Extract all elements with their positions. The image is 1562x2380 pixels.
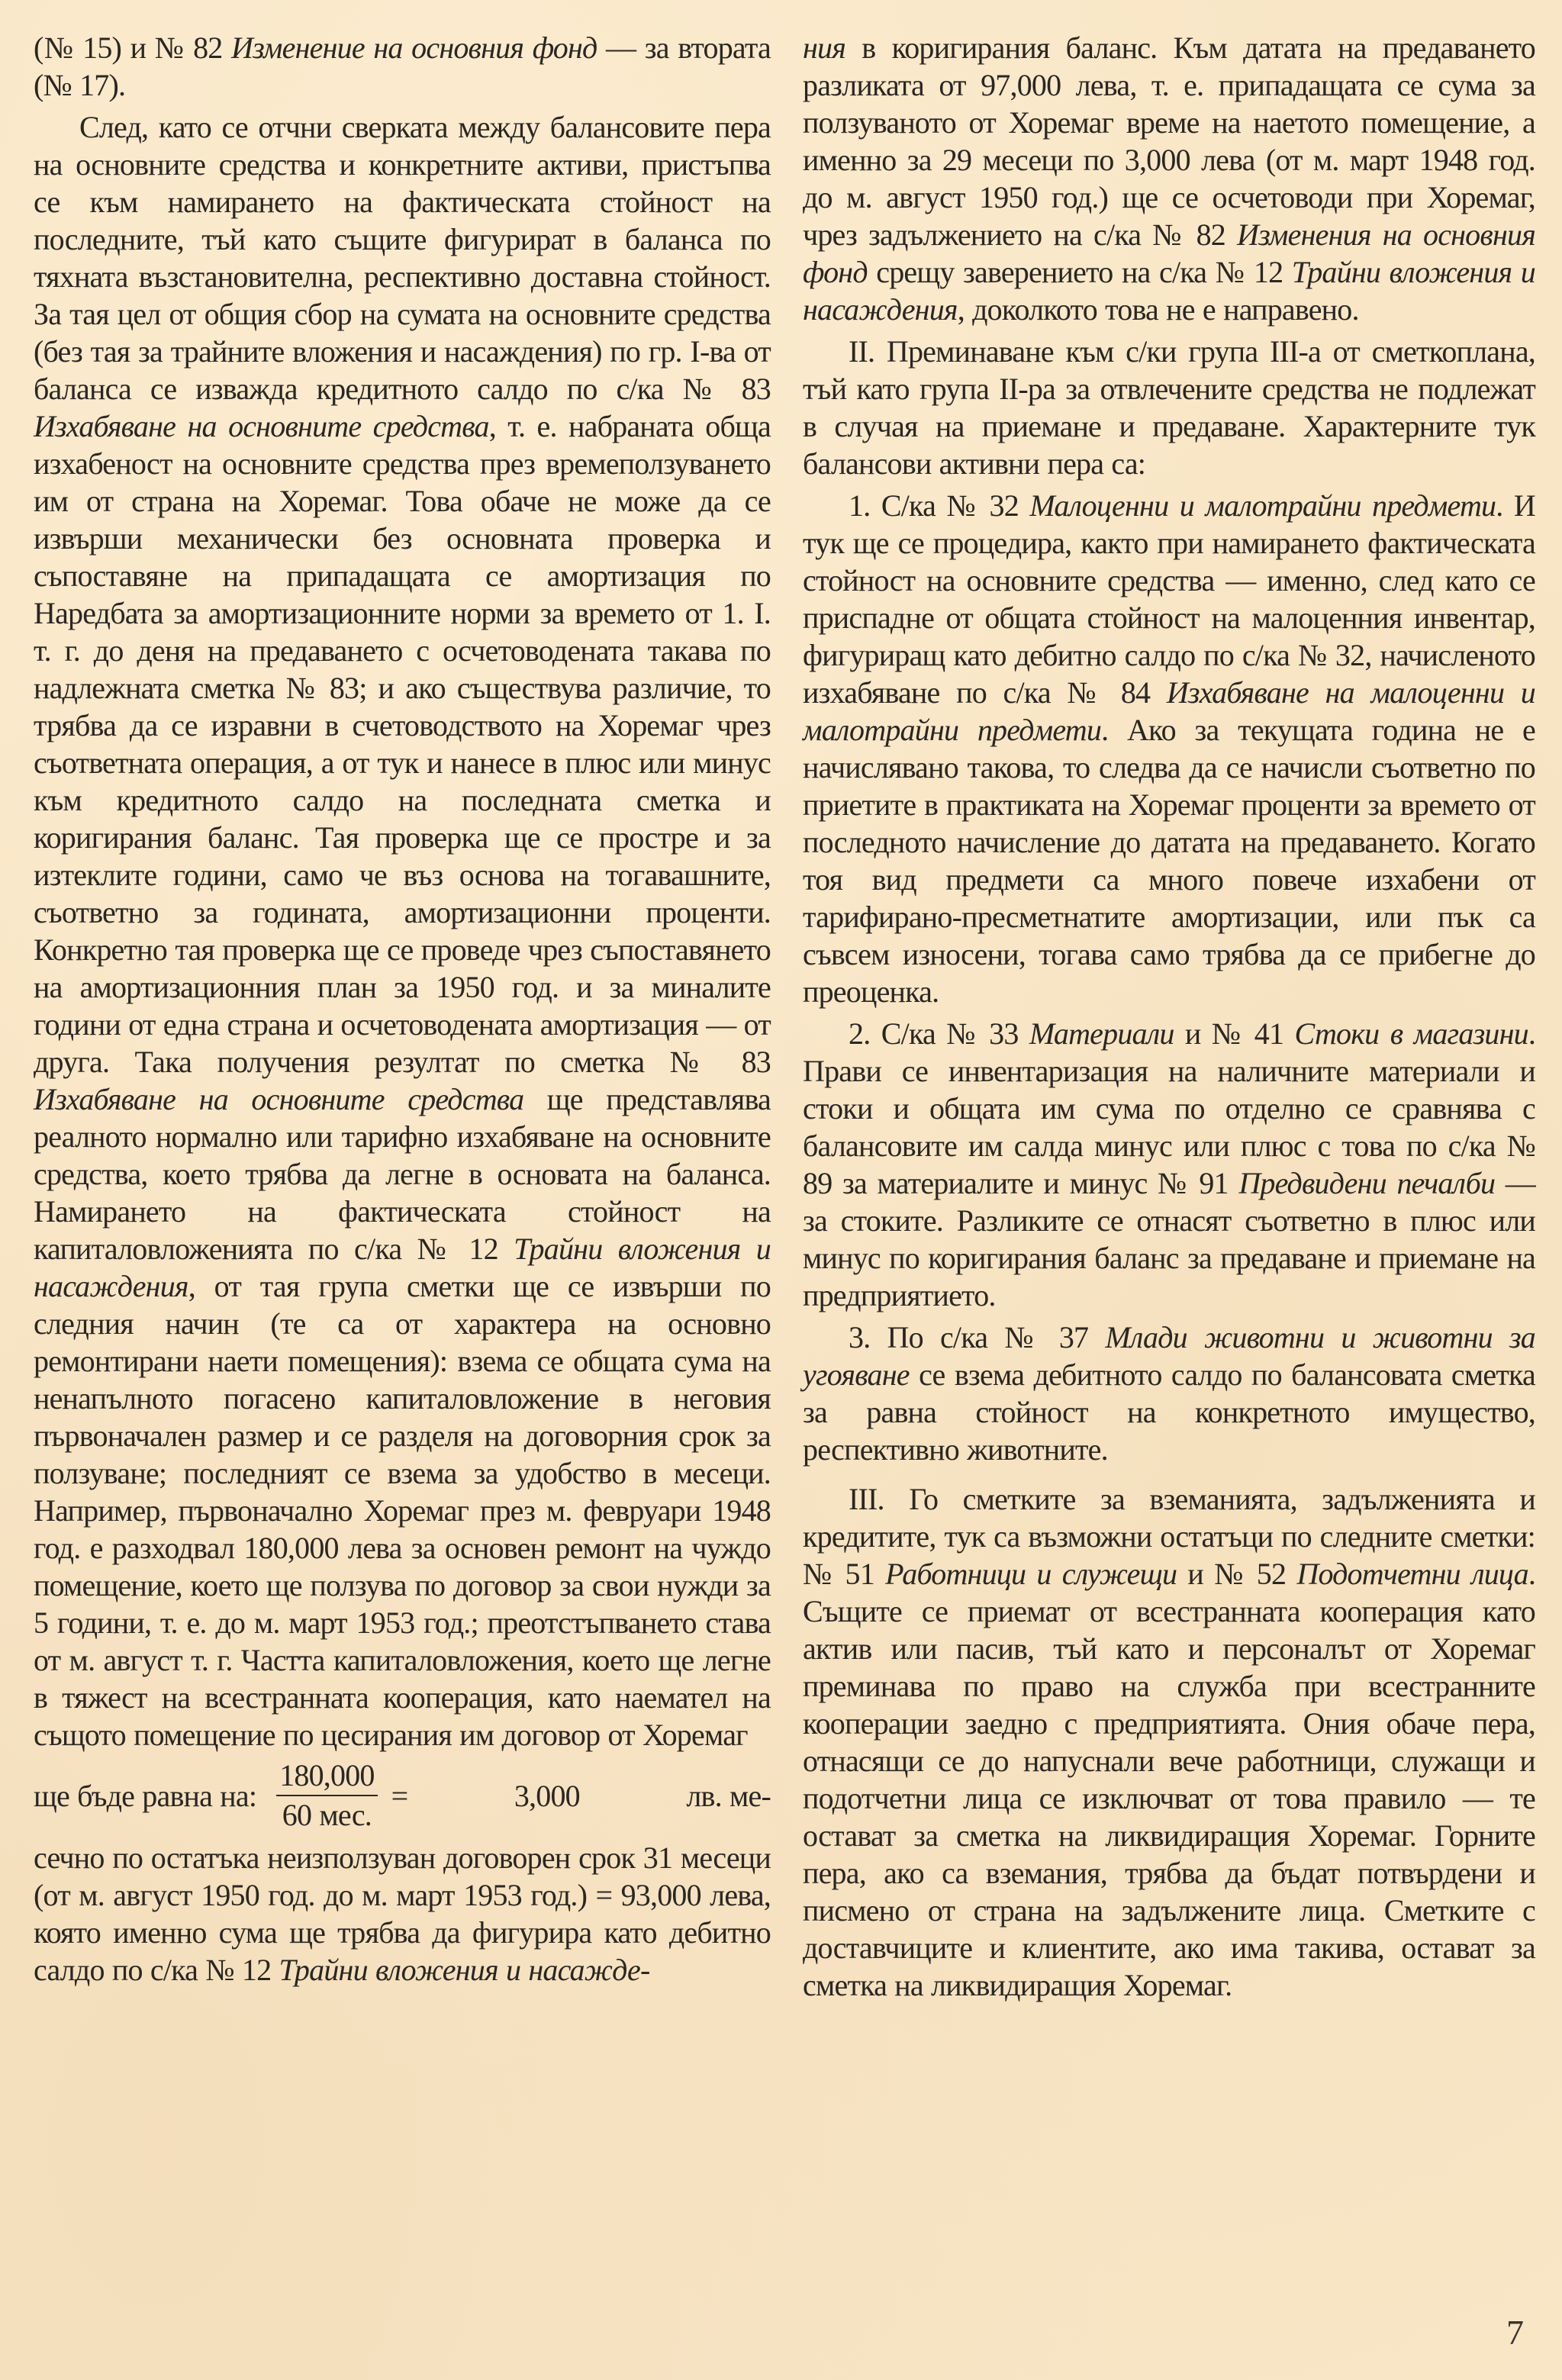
italic-account-name: Трайни вложения и насажде- — [279, 1953, 650, 1987]
text-run: ще представлява реалното нормално или тарифно изхабяване на основните средства, което трябва да легне в основата на баланса. Намирането на фактическата стойност на капиталовложенията по с/ка № 12 — [34, 1082, 771, 1266]
text-run: и № 41 — [1174, 1016, 1295, 1051]
text-run: След, като се отчни сверката между балансовите пера на основните средства и конкретните активи, пристъпва се към намирането на фактическата стойност на последните, тъй като същите фигурират в баланса по тяхната възстановителна, респективно доставна стойност. За тая цел от общия сбор на сумата на основните средства (без тая за трайните вложения и насаждения) по гр. I-ва от баланса се изважда кредитното салдо по с/ка № 83 — [34, 110, 771, 406]
formula-tail — [391, 1777, 771, 1815]
text-run: . И тук ще се процедира, както при намирането фактическата стойност на основните средства — именно, след като се приспадне от общата стойност на малоценния инвентар, фигуриращ като дебитно салдо по с/ка № 32, начисленото изхабяване по с/ка № 84 — [803, 488, 1535, 710]
text-run: (№ 15) и № 82 — [34, 31, 232, 65]
text-run: се взема дебитното салдо по балансовата сметка за равна стойност на конкретното имущество, респективно животните. — [803, 1357, 1535, 1467]
formula-unit: лв. ме- — [686, 1778, 771, 1813]
item-1-low-value-items — [803, 487, 1535, 1010]
formula-result: 3,000 — [514, 1778, 580, 1813]
text-run: 2. С/ка № 33 — [849, 1016, 1029, 1051]
page-footer — [0, 2296, 1562, 2380]
italic-account-name: Трайни вложения и насаждения — [34, 1232, 771, 1303]
paragraph-remaining-term — [34, 1839, 771, 1989]
item-3-young-animals — [803, 1319, 1535, 1468]
italic-account-name: Изхабяване на основните средства — [34, 409, 489, 443]
text-run: . Прави се инвентаризация на наличните материали и стоки и общата им сума по отделно се сравнява с балансовите им салда минус или плюс с това по с/ка № 89 за материалите и минус № 91 — [803, 1016, 1536, 1200]
item-2-materials-goods — [803, 1015, 1535, 1314]
text-run: 3. По с/ка № 37 — [849, 1320, 1106, 1354]
italic-account-name: ния — [803, 31, 846, 65]
italic-account-name: Подотчетни лица — [1296, 1557, 1528, 1591]
text-run: — за стоките. Разликите се отнасят съответно в плюс или минус по коригирания баланс за предаване и приемане на предприятието. — [803, 1166, 1535, 1312]
text-run: . Ако за текущата година не е начислявано такова, то следва да се начисли съответно по приетите в практиката на Хоремаг проценти за времето от последното начисление до датата на предаването. Когато тоя вид предмети са много повече изхабени от тарифирано-пресметнатите амортизации, или пък са съвсем износени, тогава само трябва да се прибегне до преоценка. — [803, 713, 1535, 1009]
text-run: в коригирания баланс. Към датата на предаването разликата от 97,000 лева, т. е. припадащата се сума за ползуваното от Хоремаг време на наетото помещение, а именно за 29 месеци по 3,000 лева (от м. март 1948 год. до м. август 1950 год.) ще се осчетоводи при Хоремаг, чрез задължението на с/ка № 82 — [803, 31, 1535, 252]
text-run: — за втората (№ 17). — [34, 31, 771, 102]
italic-account-name: Трайни вложения и насаждения — [803, 255, 1535, 327]
paragraph-reconciliation — [34, 108, 771, 1754]
formula-equals: = — [391, 1778, 408, 1813]
italic-account-name: Млади животни и животни за угояване — [803, 1320, 1535, 1392]
text-run: 1. С/ка № 32 — [849, 488, 1030, 523]
text-run: II. Преминаване към с/ки група III-а от сметкоплана, тъй като група II-ра за отвлечените средства не подлежат в случая на приемане и предаване. Характерните тук балансови активни пера са: — [803, 334, 1535, 481]
paragraph-corrected-balance — [803, 29, 1535, 328]
paragraph-continuation — [34, 29, 771, 104]
text-run: III. Го сметките за вземанията, задълженията и кредитите, тук са възможни остатъци по следните сметки: № 51 — [803, 1482, 1535, 1591]
formula-line — [34, 1758, 771, 1833]
text-run: , от тая група сметки ще се извърши по следния начин (те са от характера на основно ремонтирани наети помещения): взема се общата сума на ненапълното погасено капиталовложение в неговия първоначален размер и се разделя на договорния срок за ползуване; последният се взема за удобство в месеци. Например, първоначално Хоремаг през м. февруари 1948 год. е разходвал 180,000 лева за основен ремонт на чуждо помещение, което ще ползува по договор за свои нужди за 5 години, т. е. до м. март 1953 год.; преотстъпването става от м. август т. г. Частта капиталовложения, което ще легне в тяжест на всестранната кооперация, като наемател на същото помещение по цесирания им договор от Хоремаг — [34, 1269, 771, 1752]
italic-account-name: Изменения на основния фонд — [803, 217, 1535, 289]
text-run: , т. е. набраната обща изхабеност на основните средства през времеползуването им от страна на Хоремаг. Това обаче не може да се извърши механически без основната проверка и съпоставяне на припадащата се амортизация по Наредбата за амортизационните норми за времето от 1. I. т. г. до деня на предаването с осчетоводената такава по надлежната сметка № 83; и ако съществува различие, то трябва да се изравни в счетоводството на Хоремаг чрез съответната операция, а от тук и нанесе в плюс или минус към кредитното салдо на последната сметка и коригирания баланс. Тая проверка ще се простре и за изтеклите години, само че въз основа на тогавашните, съответно за годината, амортизационни проценти. Конкретно тая проверка ще се проведе чрез съпоставянето на амортизационния план за 1950 год. и за миналите години от една страна и осчетоводената амортизация — от друга. Така получения резултат по сметка № 83 — [34, 409, 771, 1079]
text-run: и № 52 — [1177, 1557, 1297, 1591]
formula-numerator: 180,000 — [276, 1758, 377, 1796]
italic-account-name: Изменение на основния фонд — [231, 31, 597, 65]
page-number: 7 — [1506, 2313, 1524, 2352]
text-run: . Същите се приемат от всестранната кооперация като актив или пасив, тъй като и персоналът от Хоремаг преминава по право на служба при всестранните кооперации заедно с предприятията. Ония обаче пера, отнасящи се до напуснали вече работници, служащи и подотчетни лица се изключват от това правило — те остават за сметка на ликвидиращия Хоремаг. Горните пера, ако са вземания, трябва да бъдат потвърдени и писмено от страна на задължените лица. Сметките с доставчиците и клиентите, ако има такива, остават за сметка на ликвидиращия Хоремаг. — [803, 1557, 1536, 2002]
italic-account-name: Стоки в магазини — [1294, 1016, 1528, 1051]
formula-lead: ще бъде равна на: — [34, 1778, 257, 1813]
section-iii-receivables — [803, 1480, 1535, 2004]
formula-fraction — [276, 1758, 377, 1833]
left-column — [34, 29, 771, 1989]
italic-account-name: Предвидени печалби — [1238, 1166, 1496, 1200]
right-column — [803, 29, 1535, 2004]
text-run: сечно по остатъка неизползуван договорен срок 31 месеци (от м. август 1950 год. до м. март 1953 год.) = 93,000 лева, която именно сума ще трябва да фигурира като дебитно салдо по с/ка № 12 — [34, 1841, 771, 1987]
italic-account-name: Изхабяване на основните средства — [34, 1082, 524, 1116]
text-run: , доколкото това не е направено. — [957, 292, 1359, 327]
italic-account-name: Работници и служещи — [885, 1557, 1177, 1591]
italic-account-name: Малоценни и малотрайни предмети — [1029, 488, 1496, 523]
section-ii-heading-paragraph — [803, 333, 1535, 482]
italic-account-name: Материали — [1029, 1016, 1174, 1051]
formula-denominator: 60 мес. — [282, 1798, 372, 1832]
text-run: срещу заверението на с/ка № 12 — [867, 255, 1292, 289]
italic-account-name: Изхабяване на малоценни и малотрайни предмети — [803, 675, 1535, 747]
